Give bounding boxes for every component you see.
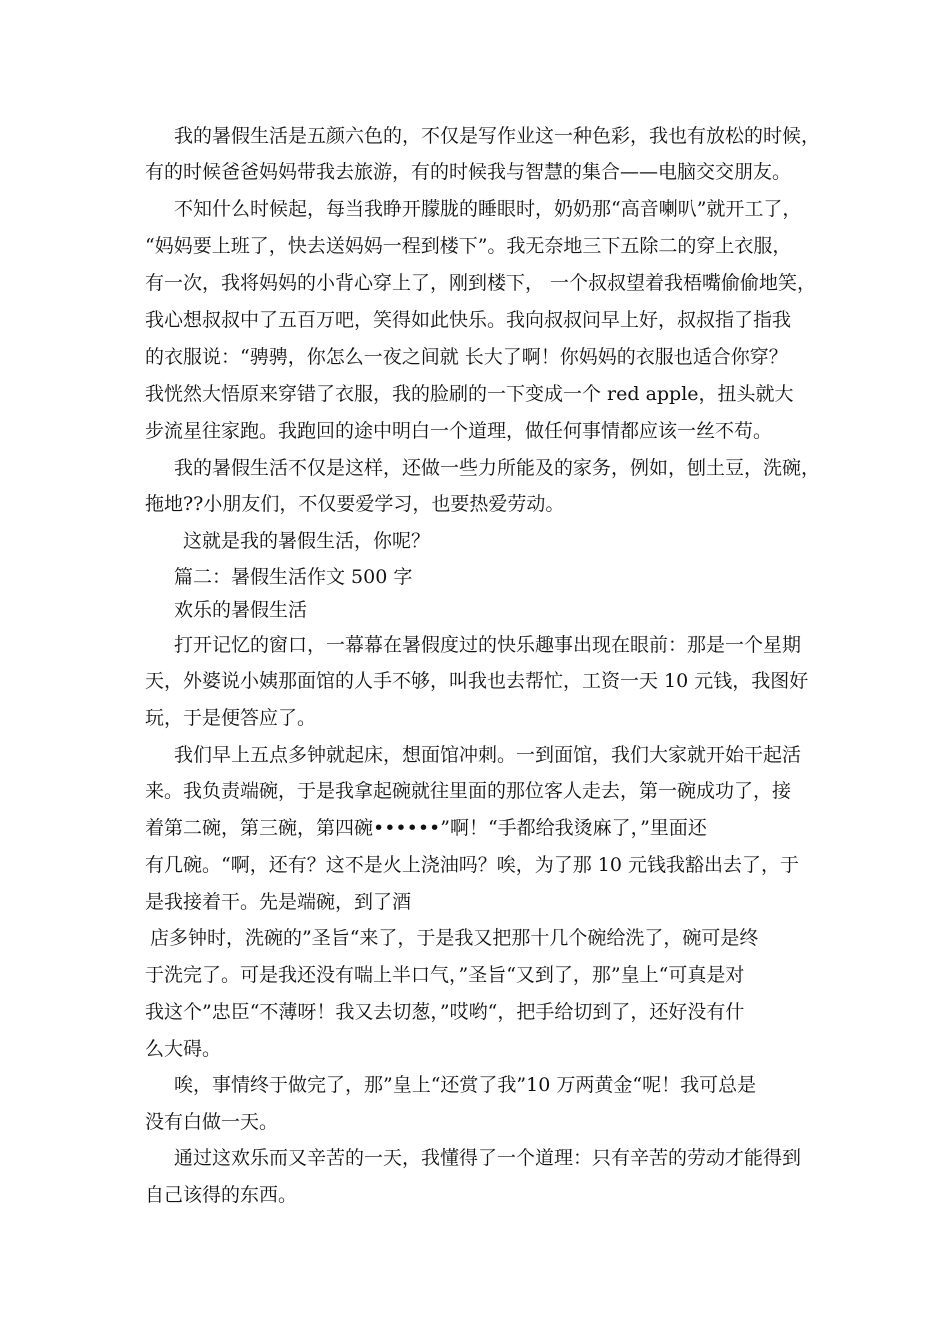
text-line: 拖地??小朋友们，不仅要爱学习，也要热爱劳动。 — [145, 493, 565, 515]
text-line: 店多钟时，洗碗的”圣旨“来了，于是我又把那十几个碗给洗了，碗可是终 — [150, 927, 759, 949]
text-line: 我心想叔叔中了五百万吧，笑得如此快乐。我向叔叔问早上好，叔叔指了指我 — [145, 309, 792, 331]
text-line: 打开记忆的窗口，一幕幕在暑假度过的快乐趣事出现在眼前：那是一个星期 — [174, 634, 802, 656]
text-line: 的衣服说：“骋骋，你怎么一夜之间就 长大了啊！你妈妈的衣服也适合你穿？ — [145, 346, 788, 368]
text-line: 步流星往家跑。我跑回的途中明白一个道理，做任何事情都应该一丝不苟。 — [145, 420, 773, 442]
text-line: 天，外婆说小姨那面馆的人手不够，叫我也去帮忙，工资一天 10 元钱，我图好 — [145, 670, 809, 692]
text-line: 有几碗。“啊，还有？这不是火上浇油吗？唉，为了那 10 元钱我豁出去了，于 — [145, 854, 799, 876]
article-title: 欢乐的暑假生活 — [174, 599, 308, 621]
text-line: 通过这欢乐而又辛苦的一天，我懂得了一个道理：只有辛苦的劳动才能得到 — [174, 1147, 802, 1169]
text-line: 我恍然大悟原来穿错了衣服，我的脸刷的一下变成一个 red apple，扭头就大 — [145, 383, 794, 405]
text-line: 我的暑假生活不仅是这样，还做一些力所能及的家务，例如，刨土豆，洗碗， — [174, 457, 821, 479]
text-line: 着第二碗，第三碗，第四碗••••••”啊！“手都给我烫麻了，”里面还 — [145, 817, 707, 839]
text-line: 这就是我的暑假生活，你呢？ — [183, 530, 431, 552]
section-heading: 篇二：暑假生活作文 500 字 — [174, 566, 413, 588]
text-line: 没有白做一天。 — [145, 1111, 279, 1133]
text-line: 我们早上五点多钟就起床，想面馆冲刺。一到面馆，我们大家就开始干起活 — [174, 744, 802, 766]
text-line: 唉，事情终于做完了，那”皇上“还赏了我”10 万两黄金“呢！我可总是 — [174, 1074, 757, 1096]
text-line: 么大碍。 — [145, 1038, 222, 1060]
text-line: 我这个”忠臣“不薄呀！我又去切葱，”哎哟“，把手给切到了，还好没有什 — [145, 1001, 745, 1023]
text-line: 玩，于是便答应了。 — [145, 707, 317, 729]
text-line: 来。我负责端碗，于是我拿起碗就往里面的那位客人走去，第一碗成功了，接 — [145, 780, 792, 802]
text-line: 是我接着干。先是端碗，到了酒 — [145, 891, 412, 913]
text-line: 我的暑假生活是五颜六色的，不仅是写作业这一种色彩，我也有放松的时候， — [174, 125, 821, 147]
text-line: 不知什么时候起，每当我睁开朦胧的睡眼时，奶奶那“高音喇叭”就开工了， — [174, 198, 802, 220]
text-line: 于洗完了。可是我还没有喘上半口气，”圣旨“又到了，那”皇上“可真是对 — [145, 964, 745, 986]
text-line: “妈妈要上班了，快去送妈妈一程到楼下”。我无奈地三下五除二的穿上衣服， — [145, 235, 792, 257]
text-line: 自己该得的东西。 — [145, 1184, 298, 1206]
text-line: 有一次，我将妈妈的小背心穿上了，刚到楼下， 一个叔叔望着我梧嘴偷偷地笑， — [145, 272, 817, 294]
text-line: 有的时候爸爸妈妈带我去旅游，有的时候我与智慧的集合——电脑交交朋友。 — [145, 161, 792, 183]
